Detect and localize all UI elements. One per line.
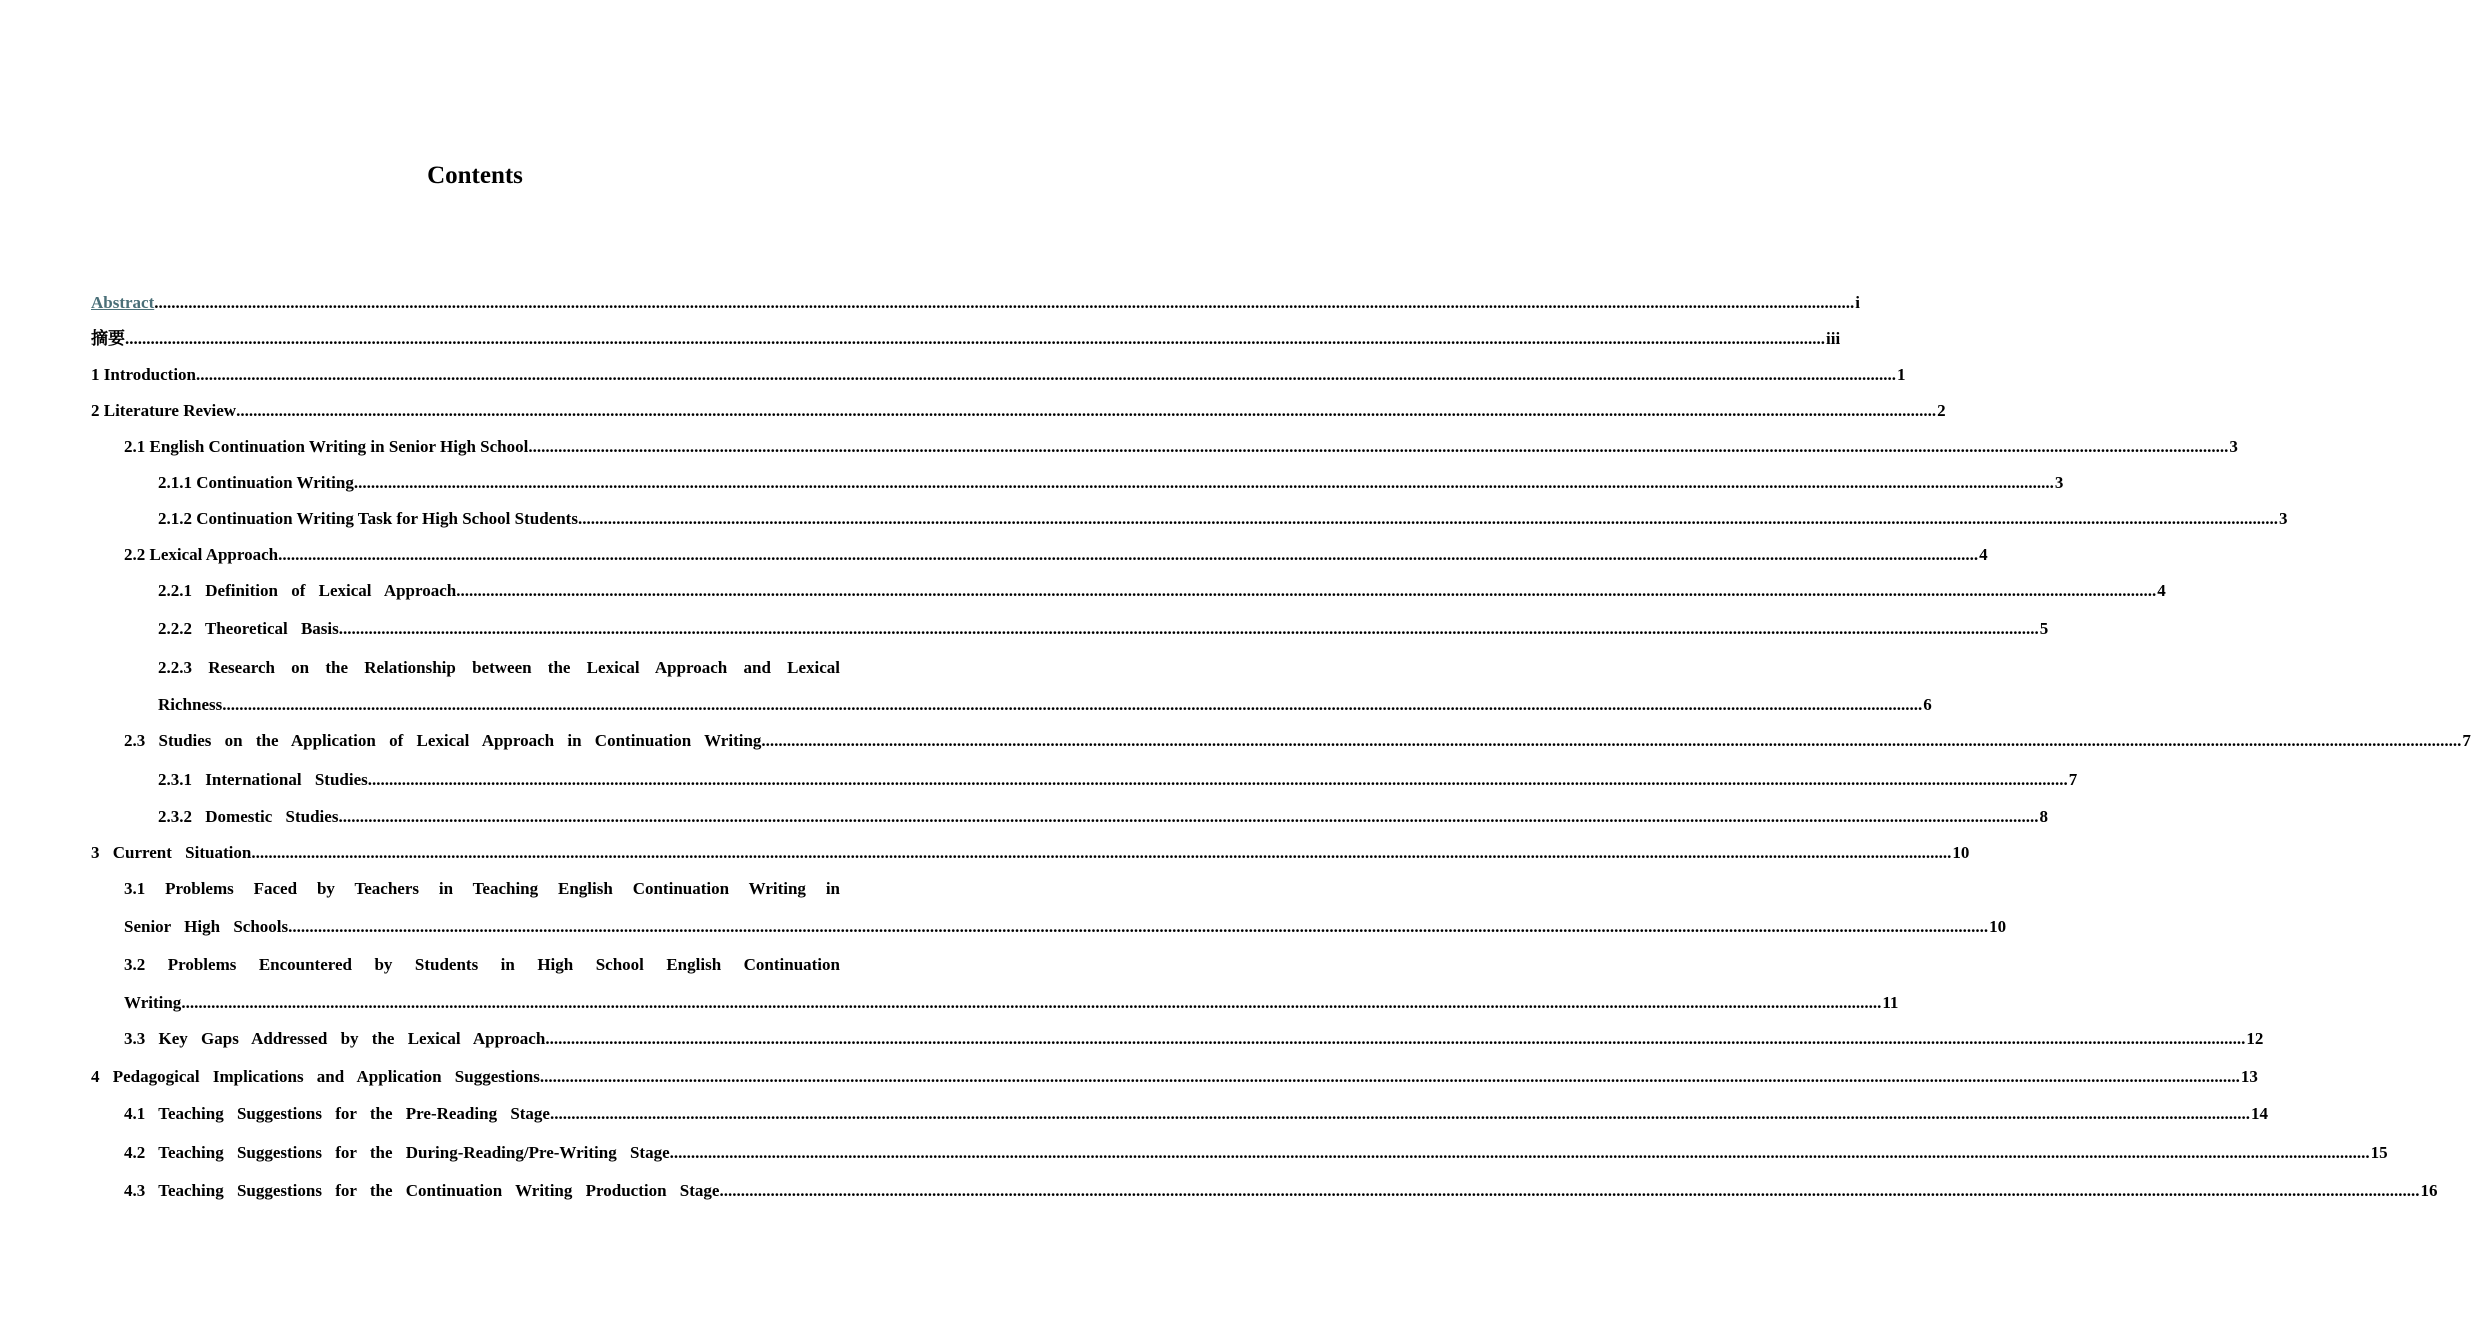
toc-entry[interactable] [91,1064,2258,1088]
toc-entry[interactable] [124,1140,2388,1164]
toc-entry-label: 4.2 Teaching Suggestions for the During-Reading/Pre-Writing Stage [124,1143,670,1162]
toc-entry-label: 2.3 Studies on the Application of Lexical Approach in Continuation Writing [124,731,762,750]
toc-entry[interactable] [124,728,2471,752]
toc-entry[interactable] [158,506,2288,530]
toc-entry-label: Writing [124,993,182,1012]
dot-leader: ................................................................................................................................................................................................................................................................................................................................................................................................................ [338,619,2039,638]
toc-entry[interactable] [91,840,1970,864]
dot-leader: ................................................................................................................................................................................................................................................................................................................................................................................................................ [367,770,2068,789]
toc-page-number: 7 [2068,770,2078,789]
toc-page-number: 6 [1923,695,1932,714]
toc-entry-label: 2.1.2 Continuation Writing Task for High School Students [158,509,578,528]
toc-entry-label: 3.3 Key Gaps Addressed by the Lexical Approach [124,1029,546,1048]
toc-entry-label: 3.2 Problems Encountered by Students in High School English Continuation [124,955,840,974]
toc-page-number: 15 [2370,1143,2388,1162]
toc-page-number: iii [1826,329,1841,348]
toc-page-number: 3 [2054,473,2064,492]
toc-entry-label: 2.1.1 Continuation Writing [158,473,354,492]
dot-leader: ................................................................................................................................................................................................................................................................................................................................................................................................................ [545,1029,2246,1048]
toc-page-number: 4 [2157,581,2166,600]
toc-entry[interactable] [91,326,1841,350]
toc-entry[interactable] [158,767,2078,791]
toc-entry-label: 摘要 [91,329,125,348]
toc-entry[interactable] [91,398,1946,422]
toc-entry[interactable] [91,290,1860,314]
toc-entry-label: 2.3.1 International Studies [158,770,368,789]
dot-leader: ................................................................................................................................................................................................................................................................................................................................................................................................................ [669,1143,2370,1162]
toc-page-number: 7 [2462,731,2471,750]
toc-page-number: 14 [2250,1104,2268,1123]
toc-entry[interactable] [124,1101,2268,1125]
toc-page-number: 4 [1979,545,1988,564]
toc-entry[interactable] [158,616,2049,640]
dot-leader: ................................................................................................................................................................................................................................................................................................................................................................................................................ [528,437,2229,456]
toc-page-number: 11 [1882,993,1899,1012]
toc-entry-line[interactable] [124,952,860,976]
toc-page-number: 3 [2278,509,2288,528]
toc-entry-label: 4.3 Teaching Suggestions for the Continuation Writing Production Stage [124,1181,720,1200]
toc-entry[interactable] [124,542,1988,566]
toc-entry-label: 2 Literature Review [91,401,237,420]
toc-entry[interactable] [158,578,2166,602]
toc-entry-label: Senior High Schools [124,917,289,936]
toc-entry-label: 1 Introduction [91,365,197,384]
dot-leader: ................................................................................................................................................................................................................................................................................................................................................................................................................ [549,1104,2250,1123]
toc-page-number: i [1855,293,1860,312]
toc-entry-line[interactable] [124,876,860,900]
toc-page-number: 16 [2420,1181,2438,1200]
dot-leader: ................................................................................................................................................................................................................................................................................................................................................................................................................ [719,1181,2420,1200]
toc-page-number: 10 [1989,917,2007,936]
dot-leader: ................................................................................................................................................................................................................................................................................................................................................................................................................ [125,329,1825,348]
dot-leader: ................................................................................................................................................................................................................................................................................................................................................................................................................ [577,509,2278,528]
dot-leader: ................................................................................................................................................................................................................................................................................................................................................................................................................ [196,365,1897,384]
dot-leader: ................................................................................................................................................................................................................................................................................................................................................................................................................ [761,731,2462,750]
toc-entry-line[interactable] [158,655,860,679]
toc-page-number: 3 [2229,437,2238,456]
toc-entry-label: 2.1 English Continuation Writing in Senior High School [124,437,529,456]
toc-page-number: 1 [1897,365,1906,384]
page-title: Contents [427,162,523,189]
toc-entry[interactable] [158,804,2048,828]
toc-entry-label: 2.2.3 Research on the Relationship between the Lexical Approach and Lexical [158,658,840,677]
toc-page-number: 5 [2039,619,2049,638]
dot-leader: ................................................................................................................................................................................................................................................................................................................................................................................................................ [222,695,1923,714]
dot-leader: ................................................................................................................................................................................................................................................................................................................................................................................................................ [236,401,1937,420]
dot-leader: ................................................................................................................................................................................................................................................................................................................................................................................................................ [251,843,1952,862]
toc-entry-label: 4 Pedagogical Implications and Application Suggestions [91,1067,540,1086]
toc-entry-label: 3 Current Situation [91,843,252,862]
toc-entry-link[interactable]: Abstract [91,293,155,312]
dot-leader: ................................................................................................................................................................................................................................................................................................................................................................................................................ [181,993,1882,1012]
toc-page-number: 8 [2039,807,2048,826]
toc-entry-label: 3.1 Problems Faced by Teachers in Teaching English Continuation Writing in [124,879,840,898]
toc-entry[interactable] [124,990,1899,1014]
dot-leader: ................................................................................................................................................................................................................................................................................................................................................................................................................ [338,807,2039,826]
toc-entry-label: Richness [158,695,223,714]
toc-entry-label: 2.2.1 Definition of Lexical Approach [158,581,457,600]
toc-entry[interactable] [124,434,2238,458]
dot-leader: ................................................................................................................................................................................................................................................................................................................................................................................................................ [278,545,1979,564]
toc-entry[interactable] [158,692,1932,716]
toc-entry[interactable] [124,1026,2264,1050]
dot-leader: ................................................................................................................................................................................................................................................................................................................................................................................................................ [353,473,2054,492]
dot-leader: ................................................................................................................................................................................................................................................................................................................................................................................................................ [154,293,1855,312]
toc-entry-label: 2.3.2 Domestic Studies [158,807,339,826]
toc-page-number: 13 [2240,1067,2258,1086]
toc-entry-label: 2.2.2 Theoretical Basis [158,619,339,638]
toc-entry-label: 4.1 Teaching Suggestions for the Pre-Reading Stage [124,1104,550,1123]
toc-page-number: 12 [2246,1029,2264,1048]
toc-entry-label: 2.2 Lexical Approach [124,545,279,564]
toc-entry[interactable] [91,362,1906,386]
toc-page-number: 10 [1952,843,1970,862]
toc-page-number: 2 [1937,401,1946,420]
dot-leader: ................................................................................................................................................................................................................................................................................................................................................................................................................ [456,581,2157,600]
toc-entry[interactable] [158,470,2064,494]
toc-entry[interactable] [124,914,2007,938]
dot-leader: ................................................................................................................................................................................................................................................................................................................................................................................................................ [539,1067,2240,1086]
toc-entry[interactable] [124,1178,2438,1202]
dot-leader: ................................................................................................................................................................................................................................................................................................................................................................................................................ [288,917,1989,936]
